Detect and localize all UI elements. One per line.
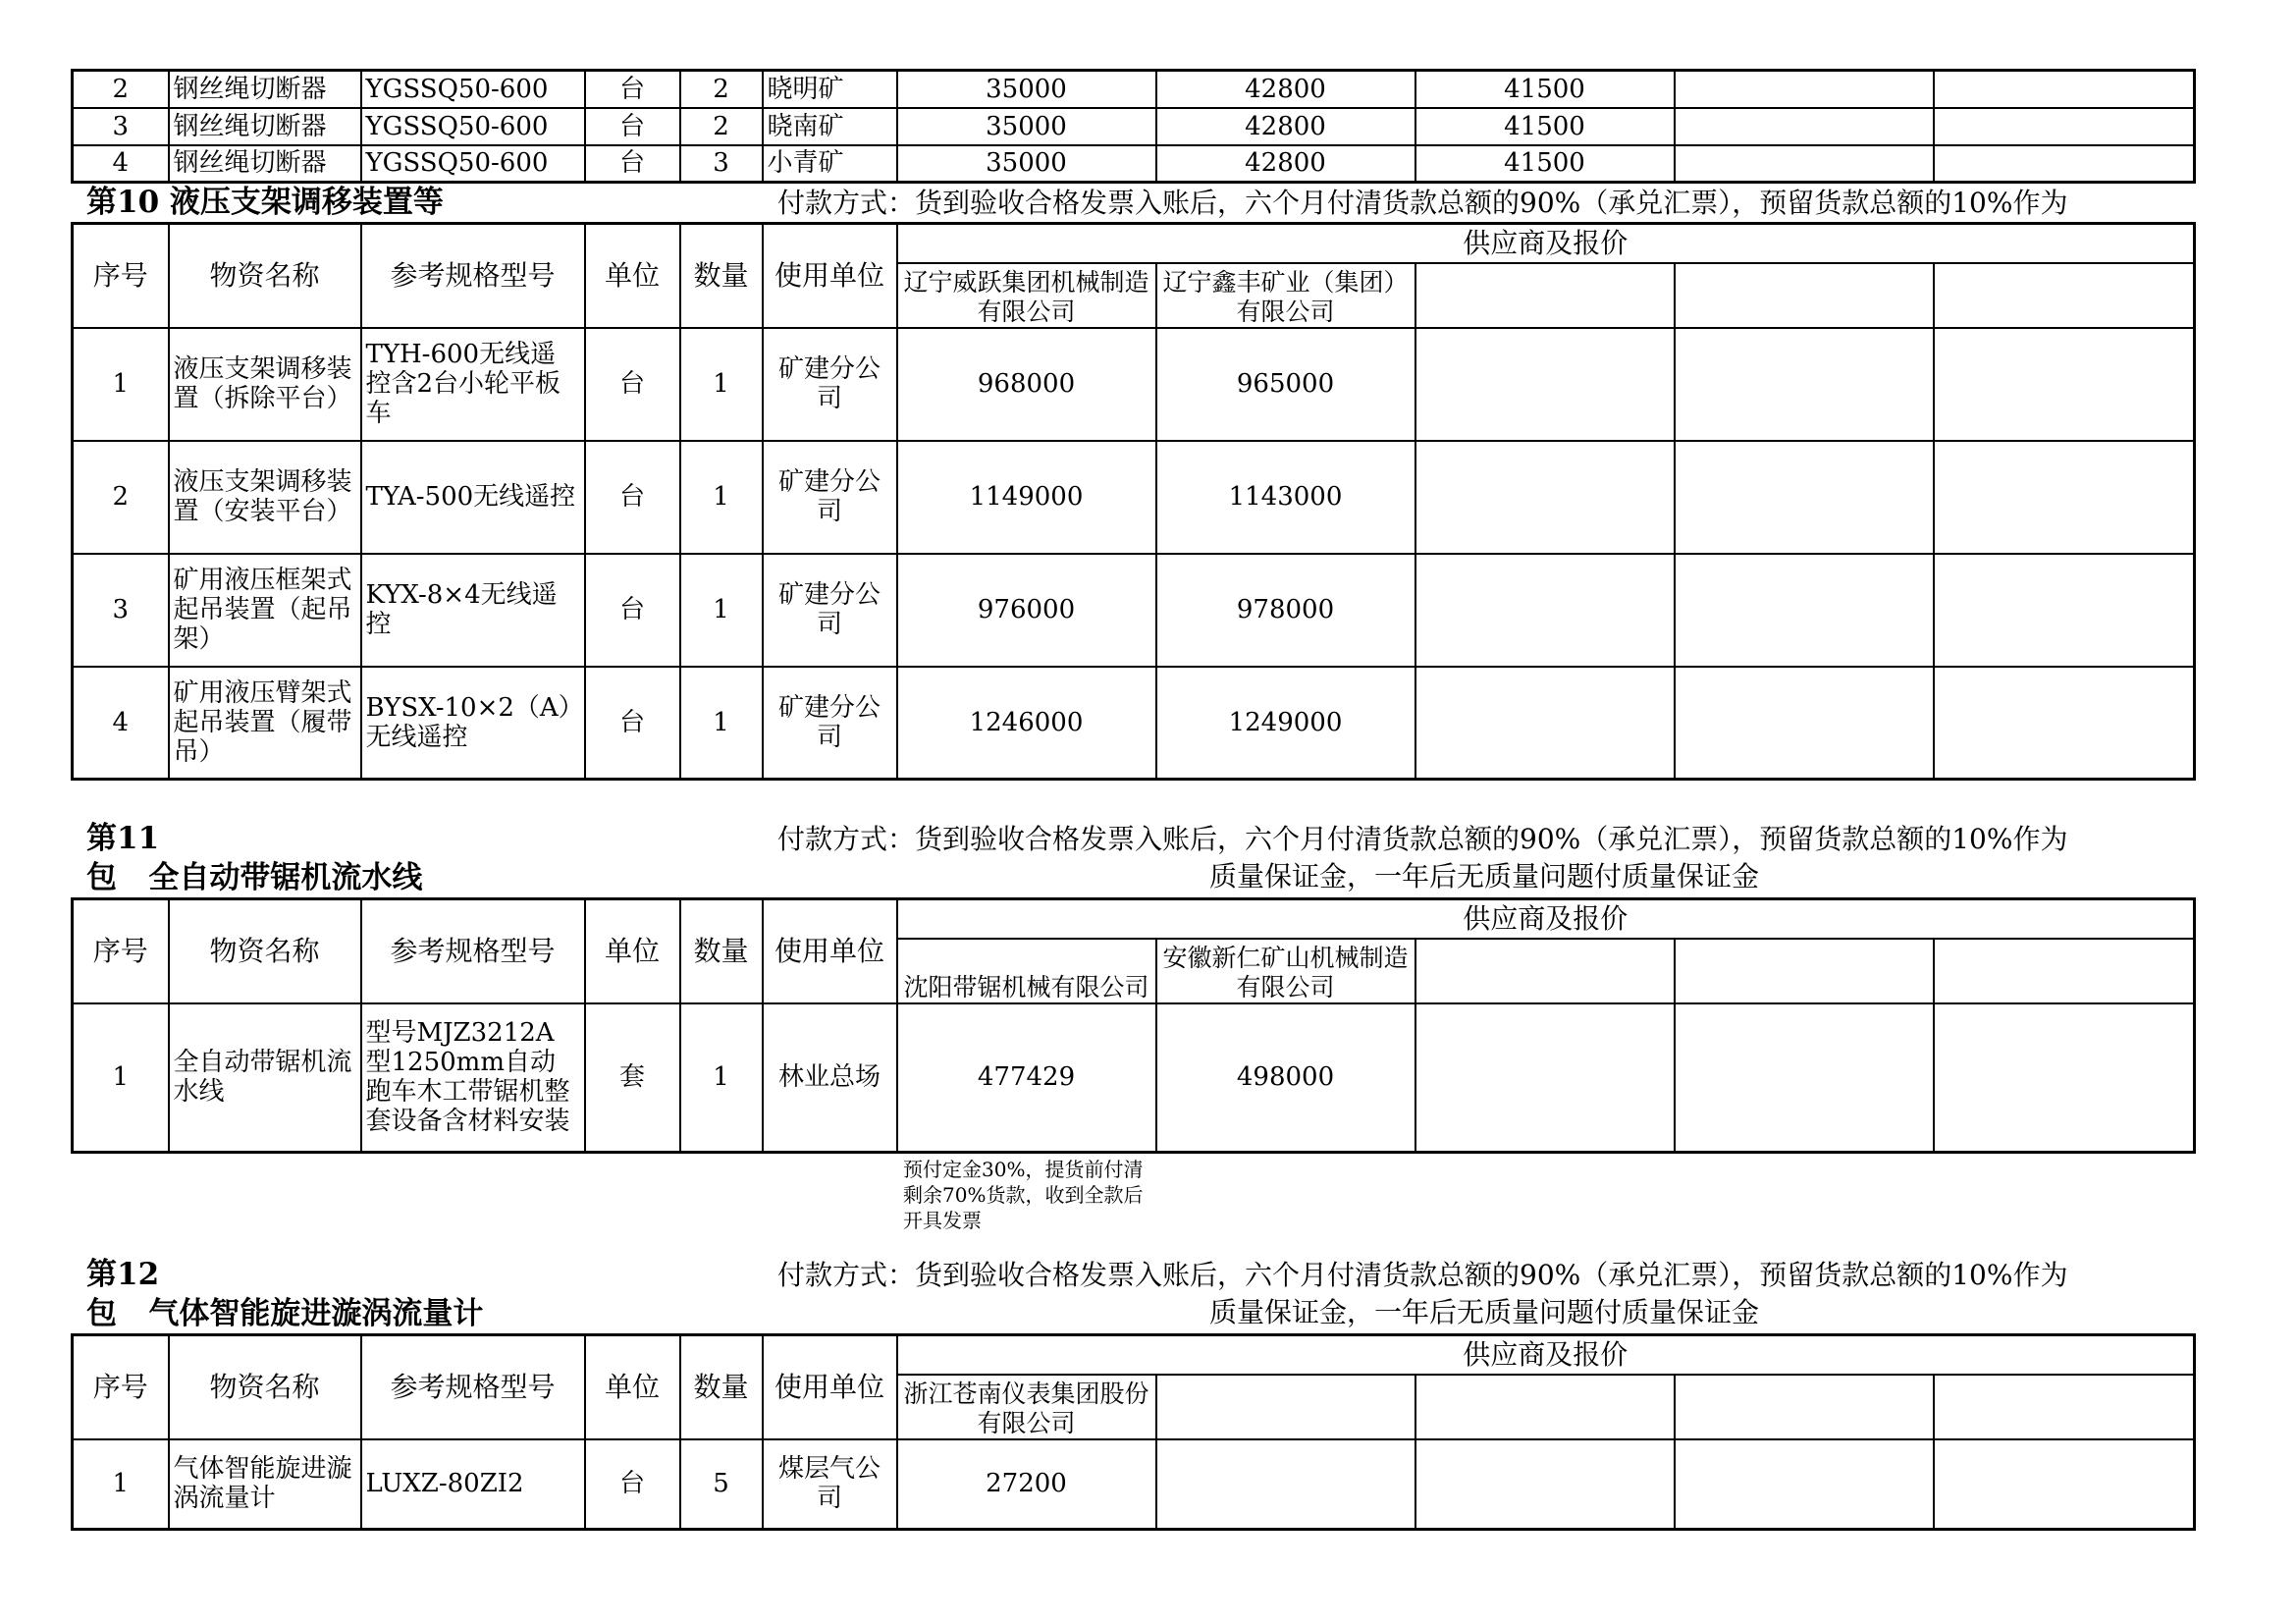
cell-no: 3 xyxy=(73,554,169,667)
cell-name: 钢丝绳切断器 xyxy=(169,108,361,145)
header-suppliers: 供应商及报价 xyxy=(897,1335,2195,1375)
cell-price-2: 42800 xyxy=(1156,145,1415,183)
cell-user: 矿建分公司 xyxy=(763,554,897,667)
cell-price-3: 41500 xyxy=(1415,145,1675,183)
cell-price-3: 41500 xyxy=(1415,71,1675,108)
cell-empty xyxy=(1934,1003,2195,1153)
cell-empty xyxy=(1675,108,1934,145)
cell-empty xyxy=(1675,328,1934,441)
cell-unit: 台 xyxy=(585,71,680,108)
supplier-empty xyxy=(1675,263,1934,328)
cell-price-2: 42800 xyxy=(1156,71,1415,108)
cell-empty xyxy=(1934,328,2195,441)
header-unit: 单位 xyxy=(585,1335,680,1439)
cell-spec: KYX-8×4无线遥控 xyxy=(361,554,585,667)
cell-no: 4 xyxy=(73,145,169,183)
cell-empty xyxy=(1415,554,1675,667)
header-qty: 数量 xyxy=(680,1335,763,1439)
package-11-title-line1: 第11 xyxy=(86,821,160,856)
cell-unit: 台 xyxy=(585,328,680,441)
cell-spec: YGSSQ50-600 xyxy=(361,108,585,145)
cell-price-1: 1149000 xyxy=(897,441,1156,554)
supplier-1: 沈阳带锯机械有限公司 xyxy=(897,939,1156,1003)
header-row xyxy=(73,224,2195,263)
cell-price-1: 477429 xyxy=(897,1003,1156,1153)
cell-user: 林业总场 xyxy=(763,1003,897,1153)
cell-empty xyxy=(1415,328,1675,441)
cell-qty: 5 xyxy=(680,1439,763,1530)
cell-user: 矿建分公司 xyxy=(763,328,897,441)
cell-price-3: 41500 xyxy=(1415,108,1675,145)
cell-no: 4 xyxy=(73,667,169,780)
cell-unit: 台 xyxy=(585,145,680,183)
header-name: 物资名称 xyxy=(169,1335,361,1439)
cell-name: 液压支架调移装置（拆除平台） xyxy=(169,328,361,441)
cell-qty: 1 xyxy=(680,1003,763,1153)
package-12-payment-terms-line1: 付款方式：货到验收合格发票入账后，六个月付清货款总额的90%（承兑汇票），预留货款总额的10%作为 xyxy=(777,1259,2068,1291)
cell-name: 全自动带锯机流水线 xyxy=(169,1003,361,1153)
header-name: 物资名称 xyxy=(169,224,361,328)
cell-no: 1 xyxy=(73,328,169,441)
cell-qty: 3 xyxy=(680,145,763,183)
table-row xyxy=(73,145,2195,183)
cell-price-1: 35000 xyxy=(897,108,1156,145)
header-no: 序号 xyxy=(73,1335,169,1439)
cell-empty xyxy=(1156,1439,1415,1530)
header-spec: 参考规格型号 xyxy=(361,899,585,1003)
cell-user: 矿建分公司 xyxy=(763,441,897,554)
cell-no: 1 xyxy=(73,1003,169,1153)
cell-empty xyxy=(1934,71,2195,108)
cell-empty xyxy=(1934,441,2195,554)
cell-empty xyxy=(1675,145,1934,183)
cell-price-2: 978000 xyxy=(1156,554,1415,667)
cell-unit: 台 xyxy=(585,554,680,667)
cell-user: 晓明矿 xyxy=(763,71,897,108)
cell-empty xyxy=(1675,71,1934,108)
header-no: 序号 xyxy=(73,899,169,1003)
cell-user: 矿建分公司 xyxy=(763,667,897,780)
supplier-empty xyxy=(1675,1375,1934,1439)
package-10-payment-terms: 付款方式：货到验收合格发票入账后，六个月付清货款总额的90%（承兑汇票），预留货款总额的10%作为 xyxy=(777,187,2068,219)
header-user: 使用单位 xyxy=(763,899,897,1003)
cell-empty xyxy=(1415,667,1675,780)
cell-name: 钢丝绳切断器 xyxy=(169,145,361,183)
cell-price-1: 1246000 xyxy=(897,667,1156,780)
cell-no: 1 xyxy=(73,1439,169,1530)
supplier-2: 安徽新仁矿山机械制造有限公司 xyxy=(1156,939,1415,1003)
cell-price-1: 27200 xyxy=(897,1439,1156,1530)
package-10-table xyxy=(71,222,2196,781)
cell-empty xyxy=(1934,108,2195,145)
cell-empty xyxy=(1934,145,2195,183)
cell-qty: 1 xyxy=(680,667,763,780)
cell-empty xyxy=(1415,1003,1675,1153)
package-11-title-line2: 包 全自动带锯机流水线 xyxy=(86,860,423,895)
cell-user: 煤层气公司 xyxy=(763,1439,897,1530)
table-row xyxy=(73,667,2195,780)
cell-empty xyxy=(1675,441,1934,554)
cell-unit: 台 xyxy=(585,108,680,145)
cell-price-2: 1249000 xyxy=(1156,667,1415,780)
cell-qty: 1 xyxy=(680,328,763,441)
package-12-title-line1: 第12 xyxy=(86,1257,160,1292)
cell-name: 气体智能旋进漩涡流量计 xyxy=(169,1439,361,1530)
header-unit: 单位 xyxy=(585,224,680,328)
cell-empty xyxy=(1934,667,2195,780)
cell-qty: 1 xyxy=(680,554,763,667)
header-row xyxy=(73,899,2195,939)
cell-spec: LUXZ-80ZI2 xyxy=(361,1439,585,1530)
supplier-empty xyxy=(1156,1375,1415,1439)
table-row xyxy=(73,554,2195,667)
cell-price-1: 976000 xyxy=(897,554,1156,667)
cell-empty xyxy=(1934,1439,2195,1530)
table-row xyxy=(73,441,2195,554)
cell-price-1: 35000 xyxy=(897,145,1156,183)
cell-unit: 台 xyxy=(585,441,680,554)
cell-empty xyxy=(1415,441,1675,554)
supplier-2: 辽宁鑫丰矿业（集团）有限公司 xyxy=(1156,263,1415,328)
table-row xyxy=(73,1439,2195,1530)
package-11-note: 预付定金30%，提货前付清剩余70%货款，收到全款后开具发票 xyxy=(903,1158,1144,1232)
header-qty: 数量 xyxy=(680,899,763,1003)
table-row xyxy=(73,71,2195,108)
cell-price-1: 35000 xyxy=(897,71,1156,108)
cell-spec: TYH-600无线遥控含2台小轮平板车 xyxy=(361,328,585,441)
cell-user: 小青矿 xyxy=(763,145,897,183)
header-suppliers: 供应商及报价 xyxy=(897,224,2195,263)
cell-no: 2 xyxy=(73,441,169,554)
cell-unit: 台 xyxy=(585,1439,680,1530)
cell-empty xyxy=(1675,554,1934,667)
cell-name: 矿用液压臂架式起吊装置（履带吊） xyxy=(169,667,361,780)
header-user: 使用单位 xyxy=(763,1335,897,1439)
cell-spec: 型号MJZ3212A型1250mm自动跑车木工带锯机整套设备含材料安装 xyxy=(361,1003,585,1153)
header-suppliers: 供应商及报价 xyxy=(897,899,2195,939)
supplier-empty xyxy=(1934,939,2195,1003)
cell-price-2: 1143000 xyxy=(1156,441,1415,554)
header-no: 序号 xyxy=(73,224,169,328)
header-unit: 单位 xyxy=(585,899,680,1003)
cell-price-2: 498000 xyxy=(1156,1003,1415,1153)
header-user: 使用单位 xyxy=(763,224,897,328)
supplier-1: 辽宁威跃集团机械制造有限公司 xyxy=(897,263,1156,328)
cell-empty xyxy=(1675,1003,1934,1153)
supplier-empty xyxy=(1415,1375,1675,1439)
package-12-table xyxy=(71,1333,2196,1531)
supplier-1: 浙江苍南仪表集团股份有限公司 xyxy=(897,1375,1156,1439)
cell-empty xyxy=(1415,1439,1675,1530)
package-12-title-line2: 包 气体智能旋进漩涡流量计 xyxy=(86,1296,484,1331)
header-qty: 数量 xyxy=(680,224,763,328)
cell-user: 晓南矿 xyxy=(763,108,897,145)
cell-empty xyxy=(1675,667,1934,780)
cell-price-2: 965000 xyxy=(1156,328,1415,441)
supplier-empty xyxy=(1934,1375,2195,1439)
table-row xyxy=(73,108,2195,145)
package-11-table xyxy=(71,897,2196,1154)
package-11-payment-terms-line2: 质量保证金，一年后无质量问题付质量保证金 xyxy=(1208,860,1759,893)
header-row xyxy=(73,1335,2195,1375)
cell-spec: YGSSQ50-600 xyxy=(361,71,585,108)
cell-name: 矿用液压框架式起吊装置（起吊架） xyxy=(169,554,361,667)
header-name: 物资名称 xyxy=(169,899,361,1003)
cell-empty xyxy=(1675,1439,1934,1530)
supplier-empty xyxy=(1415,939,1675,1003)
cell-qty: 2 xyxy=(680,108,763,145)
cell-no: 3 xyxy=(73,108,169,145)
cell-unit: 套 xyxy=(585,1003,680,1153)
package-10-title: 第10 液压支架调移装置等 xyxy=(86,185,444,220)
cell-unit: 台 xyxy=(585,667,680,780)
package-12-payment-terms-line2: 质量保证金，一年后无质量问题付质量保证金 xyxy=(1208,1296,1759,1328)
package-9-continuation-table xyxy=(71,69,2196,184)
cell-no: 2 xyxy=(73,71,169,108)
supplier-empty xyxy=(1415,263,1675,328)
cell-name: 液压支架调移装置（安装平台） xyxy=(169,441,361,554)
cell-qty: 2 xyxy=(680,71,763,108)
cell-spec: YGSSQ50-600 xyxy=(361,145,585,183)
supplier-empty xyxy=(1934,263,2195,328)
cell-price-2: 42800 xyxy=(1156,108,1415,145)
cell-qty: 1 xyxy=(680,441,763,554)
header-spec: 参考规格型号 xyxy=(361,224,585,328)
cell-spec: BYSX-10×2（A）无线遥控 xyxy=(361,667,585,780)
package-11-payment-terms-line1: 付款方式：货到验收合格发票入账后，六个月付清货款总额的90%（承兑汇票），预留货款总额的10%作为 xyxy=(777,823,2068,855)
supplier-empty xyxy=(1675,939,1934,1003)
cell-price-1: 968000 xyxy=(897,328,1156,441)
cell-empty xyxy=(1934,554,2195,667)
table-row xyxy=(73,1003,2195,1153)
cell-spec: TYA-500无线遥控 xyxy=(361,441,585,554)
cell-name: 钢丝绳切断器 xyxy=(169,71,361,108)
header-spec: 参考规格型号 xyxy=(361,1335,585,1439)
table-row xyxy=(73,328,2195,441)
